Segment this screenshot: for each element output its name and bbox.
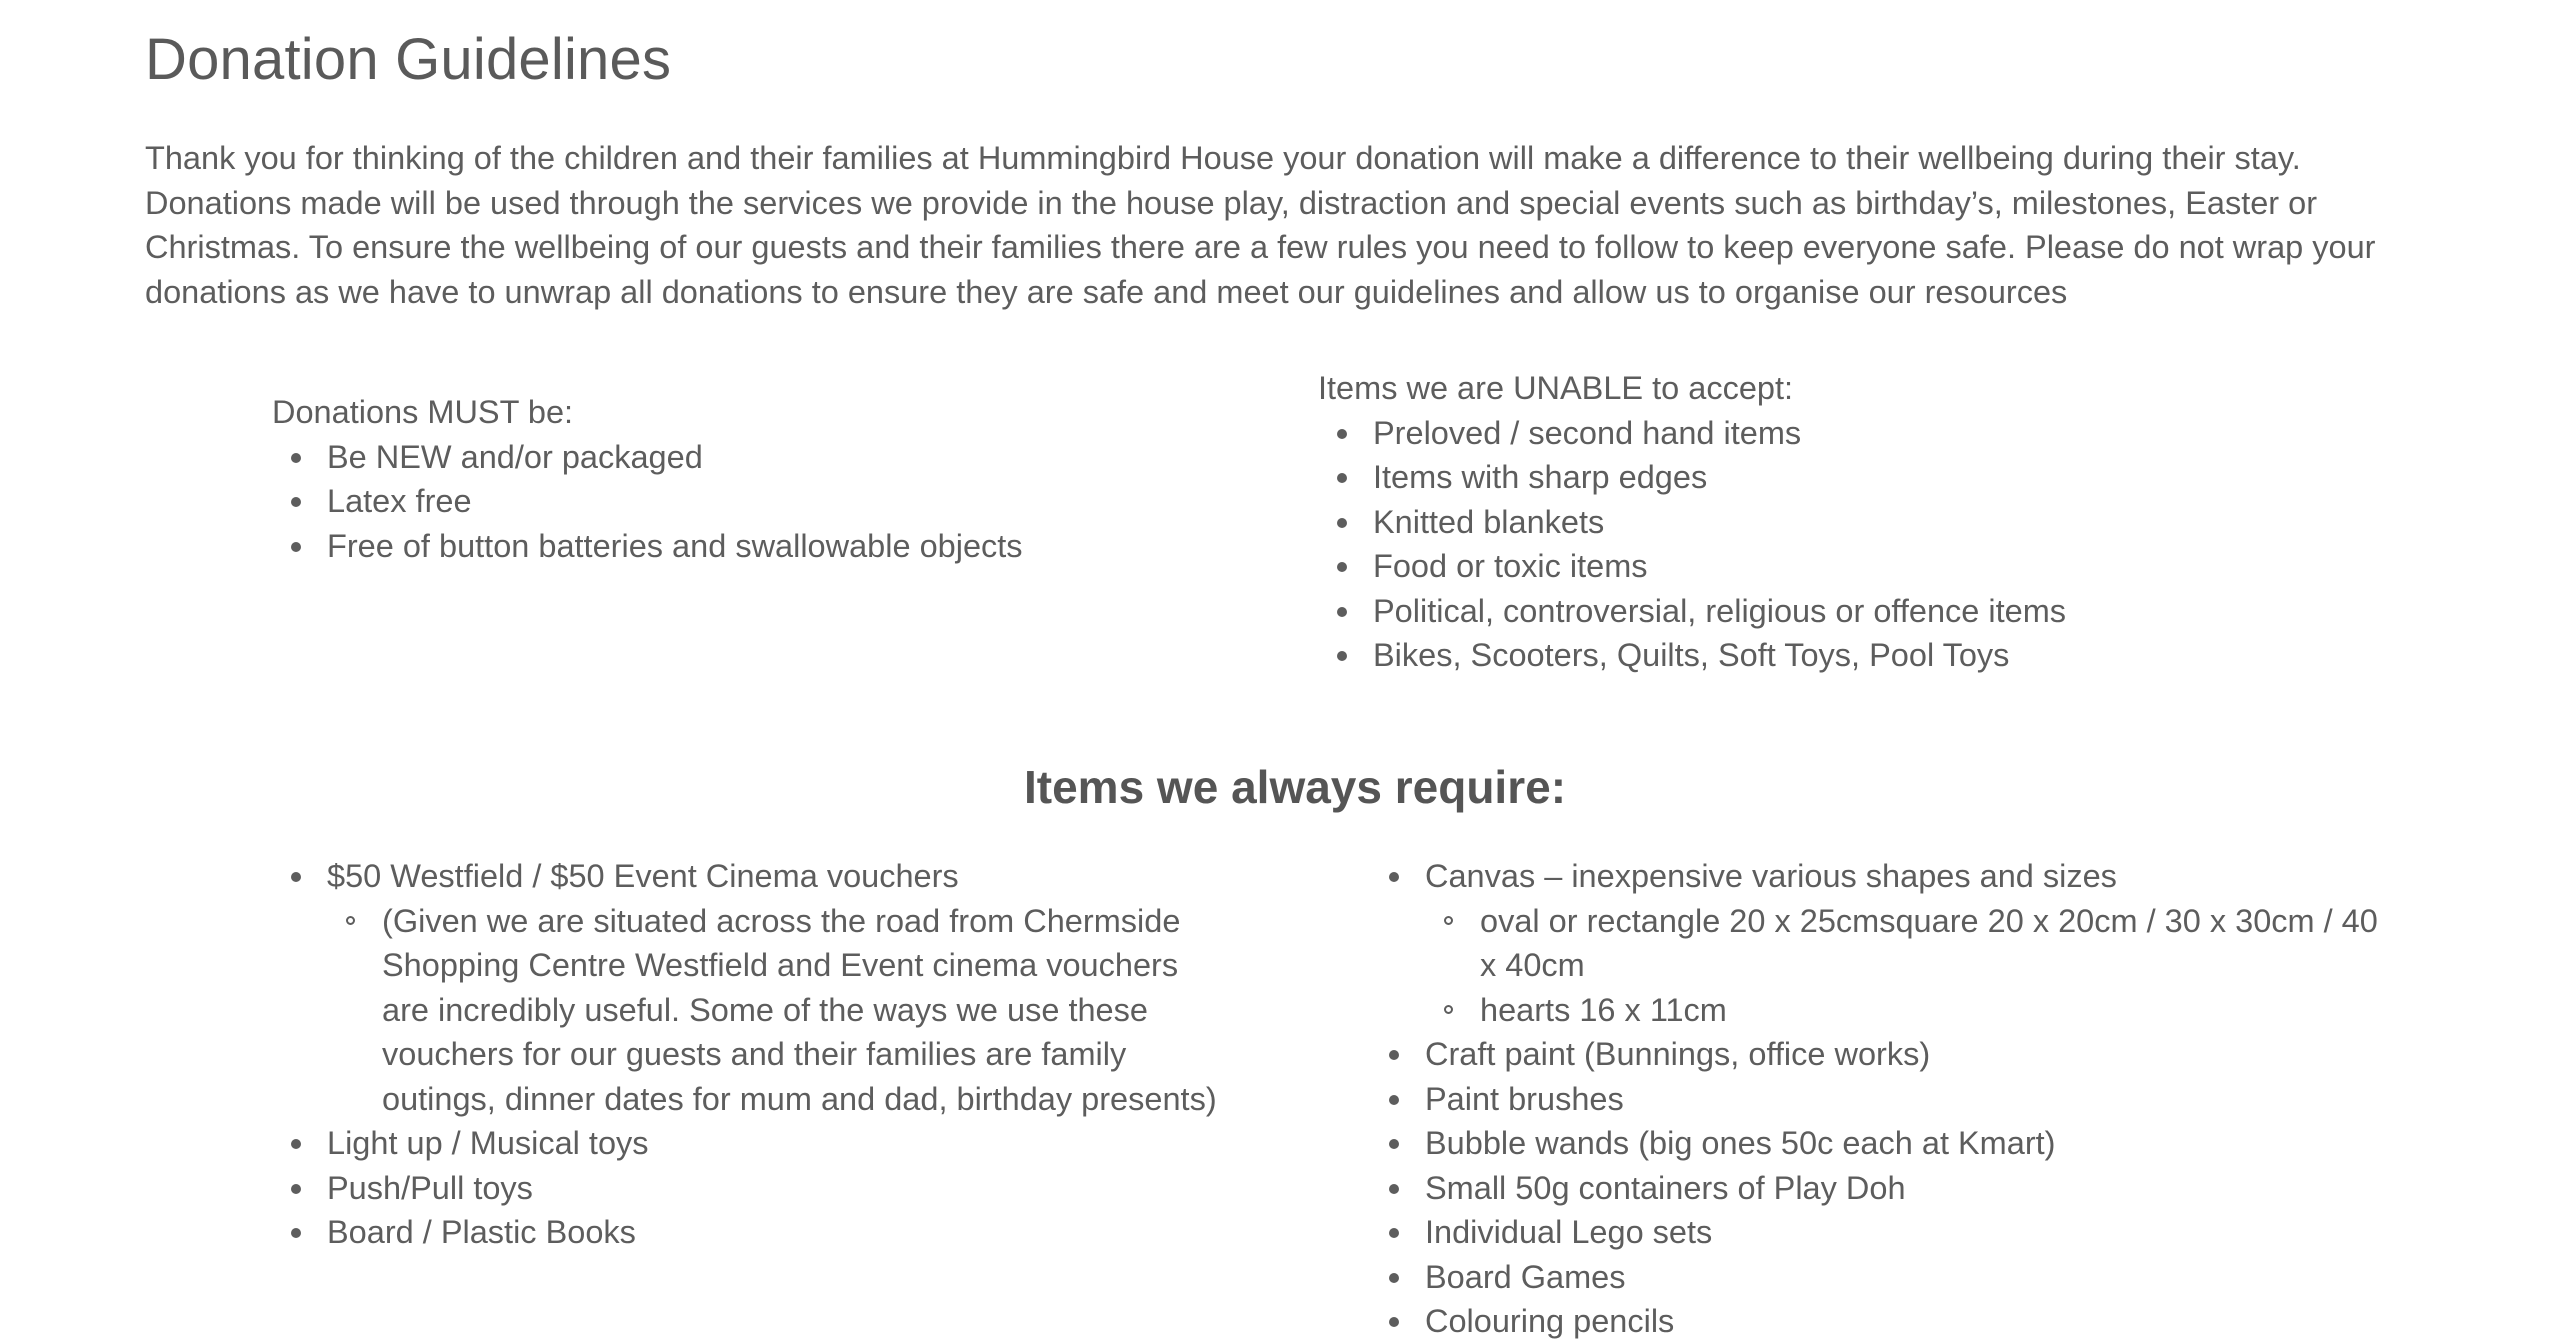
list-item: Bikes, Scooters, Quilts, Soft Toys, Pool Toys bbox=[1373, 633, 2418, 678]
unable-to-accept-section bbox=[1318, 366, 2418, 678]
list-item: Craft paint (Bunnings, office works) bbox=[1425, 1032, 2390, 1077]
intro-paragraph: Thank you for thinking of the children and their families at Hummingbird House your donation will make a difference to their wellbeing during their stay. Donations made will be used through the services we provide in the house play, distraction and special events such as birthday’s, milestones, Easter or Christmas. To ensure the wellbeing of our guests and their families there are a few rules you need to follow to keep everyone safe. Please do not wrap your donations as we have to unwrap all donations to ensure they are safe and meet our guidelines and allow us to organise our resources bbox=[145, 140, 2376, 310]
list-item: Board Games bbox=[1425, 1255, 2390, 1300]
unable-to-accept-heading: Items we are UNABLE to accept: bbox=[1318, 370, 1794, 406]
donations-must-be-heading: Donations MUST be: bbox=[272, 394, 574, 430]
sub-list-item: (Given we are situated across the road from Chermside Shopping Centre Westfield and Event cinema vouchers are incredibly useful. Some of the ways we use these vouchers for our guests and their families are family outings, dinner dates for mum and dad, birthday presents) bbox=[382, 899, 1232, 1122]
sub-list bbox=[327, 899, 1232, 1122]
list-item: Colouring pencils bbox=[1425, 1299, 2390, 1344]
list-item: Individual Lego sets bbox=[1425, 1210, 2390, 1255]
unable-to-accept-list bbox=[1318, 411, 2418, 678]
required-items-left-list bbox=[272, 854, 1232, 1255]
list-item: Items with sharp edges bbox=[1373, 455, 2418, 500]
list-item-label: Canvas – inexpensive various shapes and sizes bbox=[1425, 858, 2117, 894]
list-item: Latex free bbox=[327, 479, 1172, 524]
donations-must-be-list bbox=[272, 435, 1172, 569]
items-always-required-heading: Items we always require: bbox=[1023, 761, 1567, 813]
list-item: Paint brushes bbox=[1425, 1077, 2390, 1122]
page-title: Donation Guidelines bbox=[145, 27, 672, 92]
list-item: Free of button batteries and swallowable objects bbox=[327, 524, 1172, 569]
list-item: Board / Plastic Books bbox=[327, 1210, 1232, 1255]
donations-must-be-section bbox=[272, 390, 1172, 568]
required-items-left-column bbox=[272, 854, 1232, 1255]
list-item: Be NEW and/or packaged bbox=[327, 435, 1172, 480]
list-item: Preloved / second hand items bbox=[1373, 411, 2418, 456]
required-items-right-column bbox=[1370, 854, 2390, 1344]
sub-list bbox=[1425, 899, 2390, 1033]
sub-list-item: oval or rectangle 20 x 25cmsquare 20 x 20cm / 30 x 30cm / 40 x 40cm bbox=[1480, 899, 2390, 988]
list-item: Political, controversial, religious or offence items bbox=[1373, 589, 2418, 634]
list-item: Bubble wands (big ones 50c each at Kmart) bbox=[1425, 1121, 2390, 1166]
required-items-right-list bbox=[1370, 854, 2390, 1344]
sub-list-item: hearts 16 x 11cm bbox=[1480, 988, 2390, 1033]
list-item-label: $50 Westfield / $50 Event Cinema vouchers bbox=[327, 858, 959, 894]
list-item: Food or toxic items bbox=[1373, 544, 2418, 589]
list-item: Knitted blankets bbox=[1373, 500, 2418, 545]
list-item bbox=[1425, 854, 2390, 1032]
list-item: Small 50g containers of Play Doh bbox=[1425, 1166, 2390, 1211]
list-item bbox=[327, 854, 1232, 1121]
list-item: Push/Pull toys bbox=[327, 1166, 1232, 1211]
list-item: Light up / Musical toys bbox=[327, 1121, 1232, 1166]
